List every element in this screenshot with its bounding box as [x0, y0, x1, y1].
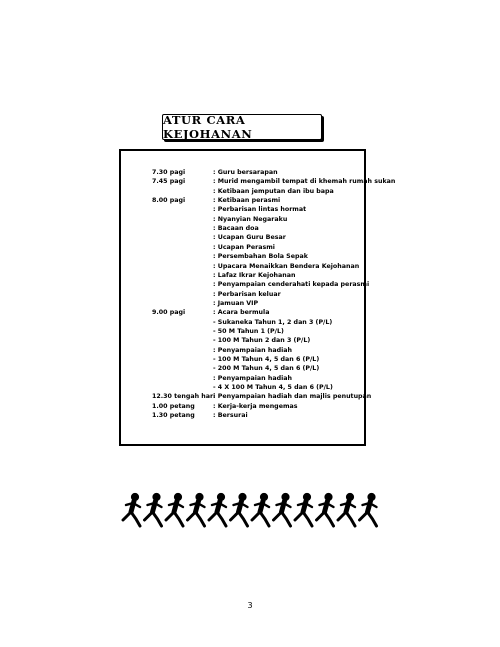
schedule-row: [121, 233, 364, 243]
schedule-row: [121, 383, 364, 393]
runner-figure: [188, 493, 205, 526]
schedule-row: [121, 336, 364, 346]
schedule-activity: : Perbarisan keluar: [213, 290, 281, 298]
runner-figure: [145, 493, 162, 526]
schedule-row: [121, 215, 364, 225]
schedule-row: [121, 346, 364, 356]
schedule-row: [121, 168, 364, 178]
schedule-activity: - Sukaneka Tahun 1, 2 dan 3 (P/L): [213, 318, 333, 326]
schedule-time: 1.30 petang: [152, 412, 195, 420]
runner-figure: [209, 493, 226, 526]
schedule-row: [121, 177, 396, 187]
schedule-activity: - 100 M Tahun 2 dan 3 (P/L): [213, 337, 311, 345]
schedule-activity: : Perbarisan lintas hormat: [213, 206, 307, 214]
schedule-activity: : Upacara Menaikkan Bendera Kejohanan: [213, 262, 360, 270]
schedule-row: [121, 318, 364, 328]
schedule-row: [121, 196, 364, 206]
schedule-row: [121, 374, 364, 384]
schedule-activity: : Persembahan Bola Sepak: [213, 253, 308, 261]
schedule-activity: : Nyanyian Negaraku: [213, 215, 288, 223]
schedule-row: [121, 205, 364, 215]
schedule-time: 9.00 pagi: [152, 309, 186, 317]
runner-figure: [360, 493, 377, 526]
schedule-activity: : Ucapan Guru Besar: [213, 234, 286, 242]
schedule-activity: - 200 M Tahun 4, 5 dan 6 (P/L): [213, 365, 320, 373]
runner-figure: [338, 493, 355, 526]
schedule-row: [121, 364, 364, 374]
schedule-time: 7.30 pagi: [152, 169, 186, 176]
schedule-activity: : Penyampaian hadiah: [213, 346, 292, 354]
schedule-activity: : Ucapan Perasmi: [213, 243, 275, 251]
schedule-activity: : Murid mengambil tempat di khemah rumah sukan: [213, 178, 396, 186]
schedule-row: [121, 271, 364, 281]
schedule-activity: - 50 M Tahun 1 (P/L): [213, 327, 284, 335]
runner-figure: [317, 493, 334, 526]
schedule-time: 1.00 petang: [152, 402, 195, 410]
schedule-table: [119, 149, 396, 446]
schedule-row: [121, 252, 364, 262]
runner-figure: [252, 493, 269, 526]
schedule-row: [121, 262, 364, 272]
schedule-activity: : Ketibaan perasmi: [213, 197, 281, 205]
schedule-activity: : Acara bermula: [213, 309, 270, 317]
schedule-row: [121, 402, 364, 412]
runner-figure: [123, 493, 140, 526]
runner-figure: [295, 493, 312, 526]
schedule-activity: : Penyampaian hadiah dan majlis penutupan: [213, 393, 372, 401]
page-number: 3: [247, 601, 253, 610]
schedule-time: 8.00 pagi: [152, 197, 186, 205]
schedule-row: [121, 290, 364, 300]
schedule-row: [121, 411, 364, 421]
schedule-activity: : Penyampaian hadiah: [213, 374, 292, 382]
page-title: ATUR CARA KEJOHANAN: [162, 114, 322, 140]
schedule-activity: - 100 M Tahun 4, 5 dan 6 (P/L): [213, 356, 320, 363]
schedule-time: 7.45 pagi: [152, 178, 186, 186]
schedule-activity: : Bacaan doa: [213, 225, 259, 233]
schedule-activity: - 4 X 100 M Tahun 4, 5 dan 6 (P/L): [213, 384, 333, 392]
schedule-activity: : Jamuan VIP: [213, 299, 259, 307]
schedule-activity: : Lafaz Ikrar Kejohanan: [213, 271, 296, 279]
schedule-activity: : Penyampaian cenderahati kepada perasmi: [213, 281, 370, 289]
schedule-row: [121, 355, 364, 365]
schedule-activity: : Bersurai: [213, 412, 248, 420]
running-figures-icon: [120, 492, 380, 528]
schedule-activity: : Guru bersarapan: [213, 169, 278, 176]
schedule-activity: : Kerja-kerja mengemas: [213, 402, 298, 410]
runner-figure: [231, 493, 248, 526]
schedule-row: [121, 187, 364, 197]
schedule-activity: : Ketibaan jemputan dan ibu bapa: [213, 187, 334, 195]
schedule-row: [121, 299, 364, 309]
schedule-row: [121, 280, 370, 290]
schedule-row: [121, 243, 364, 253]
schedule-row: [121, 392, 372, 402]
schedule-time: 12.30 tengah hari: [152, 393, 216, 401]
runner-figure: [274, 493, 291, 526]
schedule-row: [121, 327, 364, 337]
runner-figure: [166, 493, 183, 526]
schedule-row: [121, 308, 364, 318]
schedule-row: [121, 224, 364, 234]
